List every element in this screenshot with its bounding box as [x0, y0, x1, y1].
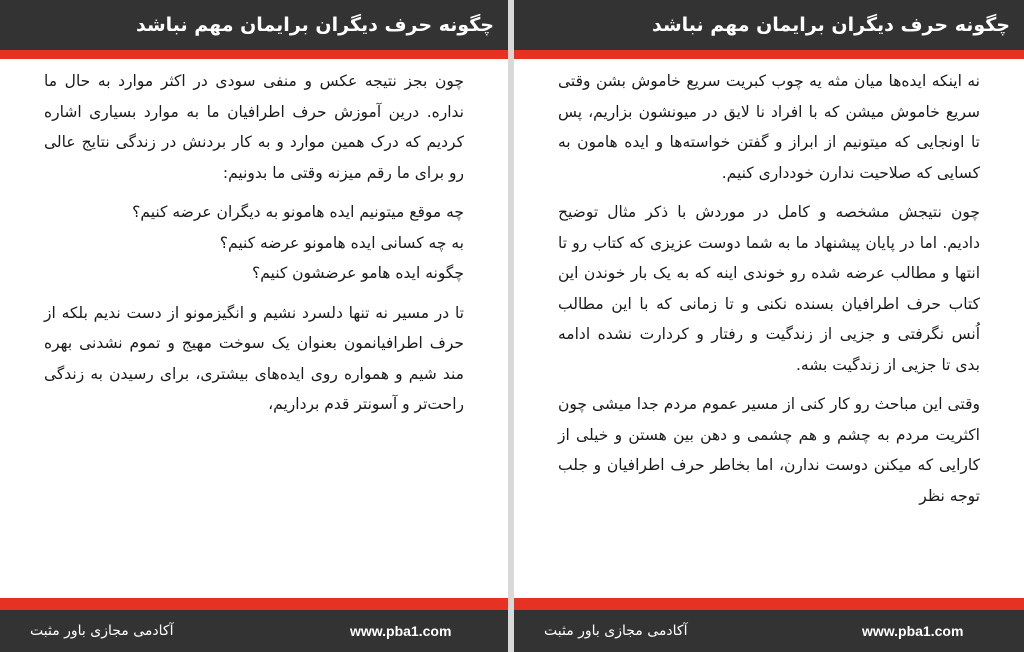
left-page — [0, 0, 508, 652]
right-page — [514, 0, 1024, 652]
right-page-header — [514, 0, 1024, 59]
right-page-content — [558, 66, 980, 520]
right-paragraph-1: نه اینکه ایده‌ها میان مثه یه چوب کبریت سریع خاموش بشن وقتی سریع خاموش میشن که با افراد نا لایق در میونشون بزاریم، پس تا اونجایی که میتونیم از ابراز و گفتن خواسته‌ها و ایده هامون به کسایی که صلاحیت ندارن خودداری کنیم. — [558, 72, 980, 182]
left-paragraph-3: به چه کسانی ایده هامونو عرضه کنیم؟ — [219, 233, 464, 252]
left-page-content — [44, 66, 464, 429]
right-paragraph-3: وقتی این مباحث رو کار کنی از مسیر عموم مردم جدا میشی چون اکثریت مردم به چشم و هم چشمی و دهن بین هستن و خیلی از کارایی که میکنن دوست ندارن، اما بخاطر حرف اطرافیان و جلب توجه نظر — [558, 395, 980, 505]
right-page-title: چگونه حرف دیگران برایمان مهم نباشد — [651, 14, 1010, 36]
right-page-footer — [514, 598, 1024, 652]
right-paragraph-2: چون نتیجش مشخصه و کامل در موردش با ذکر مثال توضیح دادیم. اما در پایان پیشنهاد ما به شما دوست عزیزی که کتاب رو تا انتها و مطالب عرضه شده رو خوندی اینه که به یک بار خوندن این کتاب حرف اطرافیان بسنده نکنی و تا زمانی که با این مطالب اُنس نگرفتی و جزیی از زندگیت و رفتار و کردارت نشده ادامه بدی تا جزیی از زندگیت بشه. — [558, 203, 980, 374]
left-paragraph-2: چه موقع میتونیم ایده هامونو به دیگران عرضه کنیم؟ — [132, 203, 464, 221]
left-footer-academy: آکادمی مجازی باور مثبت — [30, 623, 174, 639]
left-page-title: چگونه حرف دیگران برایمان مهم نباشد — [135, 14, 494, 36]
left-page-header — [0, 0, 508, 59]
right-footer-url[interactable]: www.pba1.com — [862, 623, 964, 639]
left-paragraph-1: چون بجز نتیجه عکس و منفی سودی در اکثر موارد به حال ما نداره. درین آموزش حرف اطرافیان ما به موارد بسیاری اشاره کردیم که درک همین موارد و به کار بردنش در زندگی نتایج عالی رو برای ما رقم میزنه وقتی ما بدونیم: — [44, 72, 464, 182]
left-footer-url[interactable]: www.pba1.com — [350, 623, 452, 639]
right-footer-academy: آکادمی مجازی باور مثبت — [544, 623, 688, 639]
left-paragraph-4: چگونه ایده هامو عرضشون کنیم؟ — [251, 264, 464, 282]
left-page-footer — [0, 598, 508, 652]
left-paragraph-5: تا در مسیر نه تنها دلسرد نشیم و انگیزمونو از دست ندیم بلکه از حرف اطرافیانمون بعنوان یک سوخت مهیج و تموم نشدنی بهره مند شیم و همواره روی ایده‌های بیشتری، برای رسیدن به زندگی راحت‌تر و آسونتر قدم برداریم، — [44, 303, 464, 413]
